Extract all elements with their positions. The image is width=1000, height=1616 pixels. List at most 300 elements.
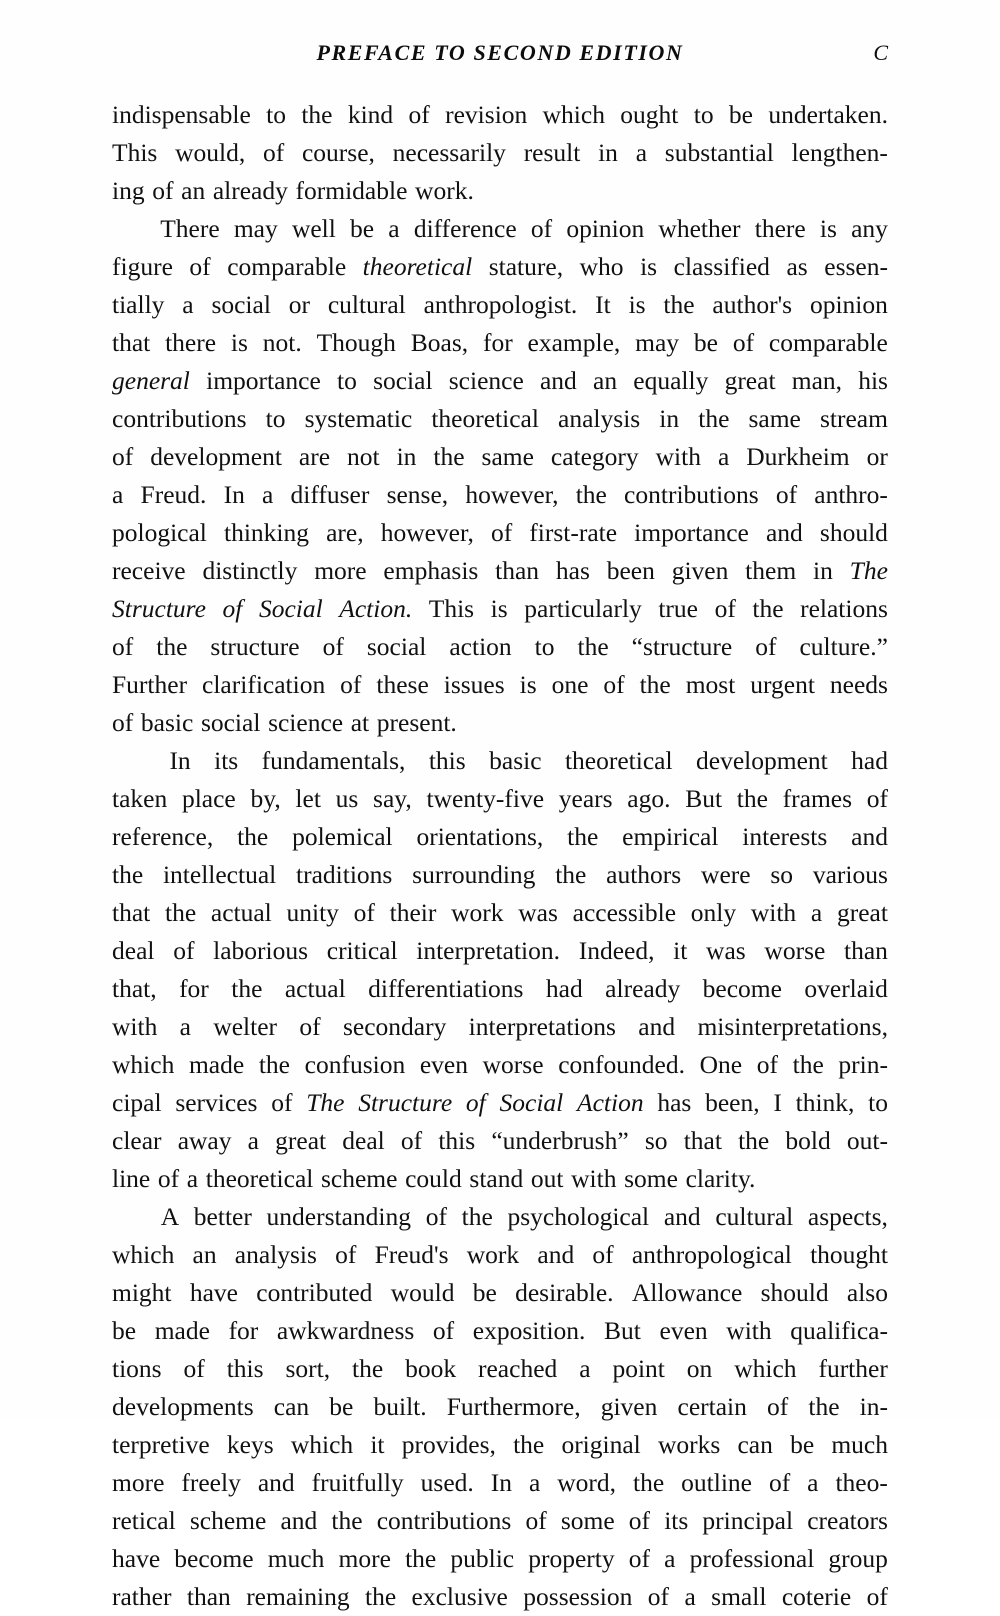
- word: diffuser: [290, 480, 370, 509]
- word: of: [408, 100, 430, 129]
- word: of: [647, 1582, 670, 1611]
- word: become: [174, 1544, 254, 1573]
- word: sort,: [285, 1354, 331, 1383]
- word: of: [340, 670, 362, 699]
- word: of: [490, 518, 513, 547]
- word: fruitfully: [311, 1468, 404, 1497]
- word: it: [673, 936, 688, 965]
- word: This: [112, 138, 158, 167]
- word: needs: [829, 670, 888, 699]
- word: of: [183, 1354, 205, 1383]
- word: a: [247, 1126, 259, 1155]
- word: possession: [523, 1582, 633, 1611]
- word: us: [335, 784, 359, 813]
- word: a: [807, 1468, 819, 1497]
- word: of: [425, 1202, 447, 1231]
- word: the: [752, 594, 784, 623]
- word: clarity.: [685, 1164, 756, 1193]
- word: creators: [807, 1506, 888, 1535]
- word: were: [701, 860, 751, 889]
- word: been,: [705, 1088, 760, 1117]
- word: be: [472, 1278, 497, 1307]
- word: of: [866, 784, 888, 813]
- word: systematic: [304, 404, 413, 433]
- text-line: [112, 514, 888, 552]
- text-line: [112, 590, 888, 628]
- word: particularly: [524, 594, 642, 623]
- word: place: [181, 784, 236, 813]
- word: clear: [112, 1126, 162, 1155]
- text-line: [112, 248, 888, 286]
- word: Social: [258, 594, 323, 623]
- word: understanding: [266, 1202, 412, 1231]
- word: a: [717, 442, 730, 471]
- word: which: [112, 1050, 175, 1079]
- word: stream: [819, 404, 888, 433]
- word: and: [765, 518, 803, 547]
- word: deal: [112, 936, 155, 965]
- word: them: [745, 556, 797, 585]
- word: the: [258, 1050, 290, 1079]
- word: of: [866, 1582, 888, 1611]
- word: analysis: [234, 1240, 317, 1269]
- word: any: [851, 214, 888, 243]
- word: the: [405, 1544, 437, 1573]
- word: with: [726, 1316, 772, 1345]
- word: had: [851, 746, 888, 775]
- word: the: [331, 1506, 363, 1535]
- text-line: [112, 628, 888, 666]
- word: of: [222, 594, 243, 623]
- text-line: [112, 1388, 888, 1426]
- word: authors: [606, 860, 682, 889]
- word: made: [188, 1050, 245, 1079]
- text-line: [112, 286, 888, 324]
- word: even: [419, 1050, 468, 1079]
- word: substantial: [664, 138, 774, 167]
- word: that: [112, 328, 151, 357]
- word: of: [775, 480, 798, 509]
- word: Action.: [339, 594, 413, 623]
- word: of: [157, 1164, 180, 1193]
- word: the: [433, 442, 465, 471]
- word: that: [683, 1126, 722, 1155]
- word: taken: [112, 784, 168, 813]
- word: the: [639, 670, 671, 699]
- word: word,: [557, 1468, 617, 1497]
- word: basic: [489, 746, 542, 775]
- word: confusion: [304, 1050, 406, 1079]
- word: are,: [326, 518, 364, 547]
- word: ago.: [627, 784, 671, 813]
- word: In: [169, 746, 191, 775]
- word: of: [322, 632, 344, 661]
- text-line: [112, 1274, 888, 1312]
- word: theoretical: [564, 746, 673, 775]
- word: ought: [620, 100, 679, 129]
- word: contributed: [256, 1278, 373, 1307]
- word: much: [267, 1544, 325, 1573]
- word: general: [112, 366, 190, 395]
- word: But: [685, 784, 723, 813]
- word: aspects,: [807, 1202, 888, 1231]
- word: theoretical: [431, 404, 539, 433]
- word: basic: [140, 708, 194, 737]
- word: a: [182, 290, 194, 319]
- word: for: [179, 974, 209, 1003]
- word: anthropologist.: [423, 290, 578, 319]
- word: differentiations: [368, 974, 524, 1003]
- word: be: [329, 1392, 354, 1421]
- word: or: [866, 442, 888, 471]
- word: with: [655, 442, 701, 471]
- word: the: [633, 1468, 665, 1497]
- word: same: [748, 404, 801, 433]
- word: book: [405, 1354, 457, 1383]
- word: science: [268, 708, 344, 737]
- word: present.: [376, 708, 457, 737]
- word: only: [690, 898, 737, 927]
- word: an: [192, 1240, 217, 1269]
- word: say,: [373, 784, 412, 813]
- word: science: [448, 366, 524, 395]
- word: development: [696, 746, 828, 775]
- word: was: [706, 936, 746, 965]
- word: surrounding: [412, 860, 536, 889]
- word: a: [684, 1582, 696, 1611]
- word: to: [337, 366, 357, 395]
- word: reference,: [112, 822, 214, 851]
- word: critical: [326, 936, 398, 965]
- text-line: [112, 932, 888, 970]
- text-line: [112, 438, 888, 476]
- word: and: [851, 822, 888, 851]
- text-line: [112, 666, 888, 704]
- word: Social: [499, 1088, 564, 1117]
- word: comparable: [227, 252, 347, 281]
- word: a: [388, 214, 400, 243]
- text-line: [112, 362, 888, 400]
- word: to: [868, 1088, 888, 1117]
- word: emphasis: [383, 556, 479, 585]
- word: an: [593, 366, 618, 395]
- word: difference: [413, 214, 517, 243]
- word: have: [189, 1278, 238, 1307]
- word: of: [432, 1316, 455, 1345]
- word: for: [482, 328, 513, 357]
- word: to: [266, 100, 286, 129]
- text-line: [112, 1578, 888, 1616]
- word: to: [265, 404, 286, 433]
- word: A: [160, 1202, 180, 1231]
- text-line: [112, 704, 888, 742]
- text-line: [112, 1502, 888, 1540]
- word: of: [525, 1506, 547, 1535]
- text-line: [112, 1350, 888, 1388]
- word: undertaken.: [768, 100, 888, 129]
- word: more: [112, 1468, 165, 1497]
- word: services: [175, 1088, 258, 1117]
- word: the: [698, 404, 730, 433]
- word: at: [350, 708, 370, 737]
- word: In: [490, 1468, 512, 1497]
- word: its: [214, 746, 239, 775]
- word: given: [671, 556, 729, 585]
- text-line: [112, 1198, 888, 1236]
- word: structure: [210, 632, 300, 661]
- word: can: [273, 1392, 310, 1421]
- word: which: [734, 1354, 797, 1383]
- word: social: [373, 366, 433, 395]
- word: group: [828, 1544, 888, 1573]
- word: with: [112, 1012, 158, 1041]
- word: opinion: [809, 290, 888, 319]
- word: in: [813, 556, 833, 585]
- word: qualifica-: [790, 1316, 888, 1345]
- para-2: [112, 210, 888, 742]
- word: scheme: [189, 1506, 267, 1535]
- word: category: [550, 442, 639, 471]
- word: not: [347, 442, 380, 471]
- word: true: [658, 594, 698, 623]
- word: essen-: [824, 252, 888, 281]
- word: whether: [658, 214, 741, 243]
- word: anthropological: [631, 1240, 792, 1269]
- word: thought: [810, 1240, 888, 1269]
- word: than: [186, 1582, 231, 1611]
- word: out: [530, 1164, 564, 1193]
- word: ing: [112, 176, 145, 205]
- word: and: [663, 1202, 701, 1231]
- word: stature,: [488, 252, 564, 281]
- word: a: [635, 138, 648, 167]
- word: is: [519, 670, 537, 699]
- word: of: [756, 1050, 778, 1079]
- word: have: [112, 1544, 161, 1573]
- word: of: [262, 138, 285, 167]
- word: deal: [342, 1126, 385, 1155]
- word: further: [818, 1354, 888, 1383]
- word: let: [295, 784, 321, 813]
- word: great: [275, 1126, 327, 1155]
- word: twenty-five: [426, 784, 545, 813]
- word: man,: [791, 366, 843, 395]
- word: is: [230, 328, 248, 357]
- para-1: [112, 96, 888, 210]
- word: these: [376, 670, 429, 699]
- word: frames: [782, 784, 853, 813]
- word: to: [534, 632, 555, 661]
- word: reached: [478, 1354, 558, 1383]
- text-line: [112, 400, 888, 438]
- word: away: [177, 1126, 232, 1155]
- text-line: [112, 1122, 888, 1160]
- word: a: [664, 1544, 676, 1573]
- word: point: [612, 1354, 665, 1383]
- word: a: [179, 1012, 191, 1041]
- word: This: [428, 594, 475, 623]
- word: great: [724, 366, 776, 395]
- word: not.: [262, 328, 302, 357]
- word: years: [558, 784, 613, 813]
- word: be: [693, 328, 718, 357]
- word: exclusive: [411, 1582, 508, 1611]
- word: the: [156, 632, 188, 661]
- word: professional: [689, 1544, 815, 1573]
- word: of: [767, 1392, 789, 1421]
- word: there: [754, 214, 806, 243]
- word: clarification: [202, 670, 326, 699]
- text-line: [112, 1160, 888, 1198]
- word: which: [112, 1240, 175, 1269]
- word: Structure: [358, 1088, 453, 1117]
- word: an: [181, 176, 206, 205]
- word: however,: [465, 480, 559, 509]
- text-line: [112, 1426, 888, 1464]
- word: a: [810, 898, 823, 927]
- word: “underbrush”: [491, 1126, 629, 1155]
- word: the: [567, 822, 599, 851]
- word: which: [542, 100, 605, 129]
- text-line: [112, 856, 888, 894]
- word: necessarily: [392, 138, 506, 167]
- word: sense,: [386, 480, 449, 509]
- word: In: [223, 480, 245, 509]
- text-line: [112, 1046, 888, 1084]
- word: become: [702, 974, 782, 1003]
- word: of: [530, 214, 553, 243]
- word: keys: [226, 1430, 274, 1459]
- word: are: [298, 442, 331, 471]
- word: exposition.: [472, 1316, 586, 1345]
- word: importance: [206, 366, 321, 395]
- word: in: [396, 442, 417, 471]
- text-line: [112, 1540, 888, 1578]
- word: that,: [112, 974, 157, 1003]
- word: the: [738, 1126, 770, 1155]
- word: of: [152, 176, 174, 205]
- word: action: [449, 632, 512, 661]
- text-line: [112, 324, 888, 362]
- word: be: [790, 1430, 815, 1459]
- word: But: [604, 1316, 641, 1345]
- word: Further: [112, 670, 188, 699]
- word: worse: [764, 936, 826, 965]
- word: overlaid: [804, 974, 888, 1003]
- word: Though: [316, 328, 396, 357]
- word: of: [628, 1544, 651, 1573]
- word: than: [844, 936, 888, 965]
- word: the: [792, 1050, 824, 1079]
- word: is: [628, 290, 646, 319]
- word: It: [595, 290, 611, 319]
- word: than: [495, 556, 540, 585]
- word: desirable.: [515, 1278, 614, 1307]
- word: awkwardness: [276, 1316, 415, 1345]
- word: Freud.: [140, 480, 207, 509]
- word: Structure: [112, 594, 206, 623]
- word: this: [428, 746, 466, 775]
- word: and: [257, 1468, 295, 1497]
- word: anthro-: [814, 480, 888, 509]
- word: opinion: [566, 214, 645, 243]
- word: of: [173, 936, 195, 965]
- word: might: [112, 1278, 172, 1307]
- word: polemical: [292, 822, 393, 851]
- word: a: [112, 480, 124, 509]
- word: its: [664, 1506, 689, 1535]
- word: works: [657, 1430, 721, 1459]
- word: freely: [181, 1468, 241, 1497]
- word: has: [555, 556, 590, 585]
- word: worse: [482, 1050, 544, 1079]
- word: already: [212, 176, 288, 205]
- text-line: [112, 780, 888, 818]
- word: figure: [112, 252, 173, 281]
- word: distinctly: [202, 556, 298, 585]
- word: unity: [286, 898, 339, 927]
- word: be: [350, 214, 375, 243]
- word: formidable: [295, 176, 408, 205]
- word: public: [450, 1544, 515, 1573]
- word: could: [405, 1164, 462, 1193]
- word: the: [461, 1202, 493, 1231]
- word: of: [335, 1240, 357, 1269]
- word: who: [579, 252, 624, 281]
- word: property: [528, 1544, 615, 1573]
- word: cultural: [715, 1202, 794, 1231]
- text-line: [112, 894, 888, 932]
- word: would,: [175, 138, 246, 167]
- word: would: [390, 1278, 455, 1307]
- word: given: [600, 1392, 658, 1421]
- word: theoretical: [362, 252, 473, 281]
- word: remaining: [246, 1582, 350, 1611]
- word: in-: [859, 1392, 888, 1421]
- word: and: [638, 1012, 676, 1041]
- body-text: [112, 96, 888, 1616]
- word: the: [808, 1392, 840, 1421]
- word: been: [606, 556, 655, 585]
- word: scheme: [321, 1164, 398, 1193]
- word: for: [228, 1316, 259, 1345]
- word: developments: [112, 1392, 254, 1421]
- word: relations: [800, 594, 888, 623]
- word: of: [112, 442, 134, 471]
- word: has: [657, 1088, 692, 1117]
- word: retical: [112, 1506, 176, 1535]
- word: social: [366, 632, 427, 661]
- word: is: [819, 214, 837, 243]
- word: of: [628, 1506, 651, 1535]
- word: out-: [846, 1126, 888, 1155]
- word: a: [262, 480, 274, 509]
- word: classified: [673, 252, 770, 281]
- word: outline: [681, 1468, 752, 1497]
- word: theo-: [835, 1468, 888, 1497]
- word: of: [592, 1240, 614, 1269]
- word: tially: [112, 290, 165, 319]
- para-3: [112, 742, 888, 1198]
- word: contributions: [112, 404, 247, 433]
- word: is: [490, 594, 508, 623]
- word: be: [728, 100, 753, 129]
- text-line: [112, 172, 888, 210]
- running-head-title: PREFACE TO SECOND EDITION: [316, 40, 684, 65]
- text-line: [112, 818, 888, 856]
- word: one: [551, 670, 589, 699]
- word: small: [711, 1582, 767, 1611]
